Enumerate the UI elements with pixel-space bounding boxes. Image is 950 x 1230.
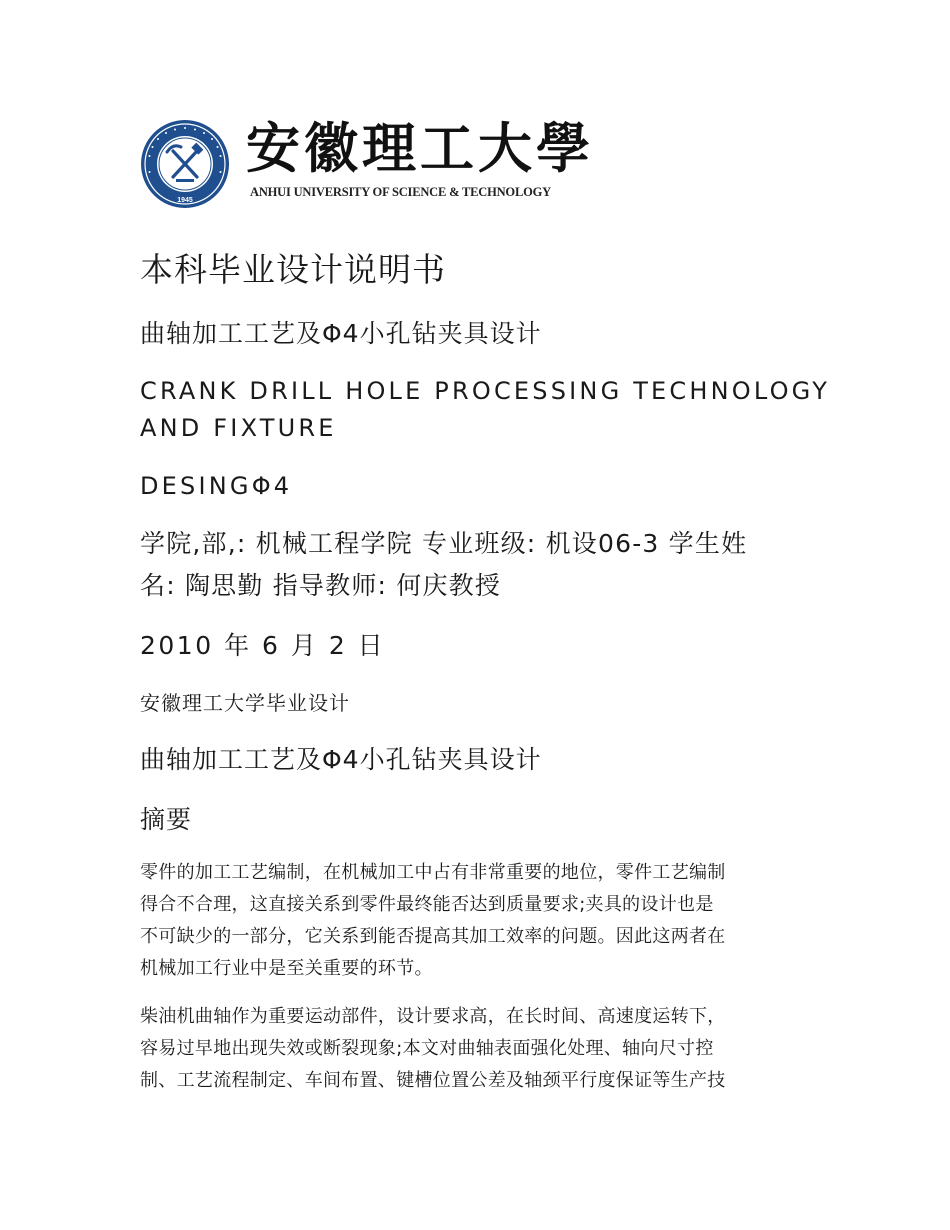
seal-year: 1945 xyxy=(177,197,193,204)
paragraph-line: 零件的加工工艺编制，在机械加工中占有非常重要的地位，零件工艺编制 xyxy=(140,862,726,883)
abstract-paragraph-1 xyxy=(140,857,815,985)
paragraph-line: 容易过早地出现失效或断裂现象;本文对曲轴表面强化处理、轴向尺寸控 xyxy=(140,1038,714,1059)
student-info-line2: 名: 陶思勤 指导教师: 何庆教授 xyxy=(140,571,502,600)
paragraph-line: 得合不合理，这直接关系到零件最终能否达到质量要求;夹具的设计也是 xyxy=(140,894,714,915)
abstract-heading: 摘要 xyxy=(140,805,193,834)
running-header: 安徽理工大学毕业设计 xyxy=(140,691,350,715)
document-title: 本科毕业设计说明书 xyxy=(140,250,446,289)
university-name-cn: 安徽理工大學 xyxy=(246,116,594,180)
paragraph-line: 制、工艺流程制定、车间布置、键槽位置公差及轴颈平行度保证等生产技 xyxy=(140,1070,726,1091)
abstract-paragraph-2 xyxy=(140,1001,815,1097)
university-name-en: ANHUI UNIVERSITY OF SCIENCE & TECHNOLOGY xyxy=(250,185,551,199)
student-info-line1: 学院,部,: 机械工程学院 专业班级: 机设06-3 学生姓 xyxy=(140,529,748,558)
submission-date: 2010 年 6 月 2 日 xyxy=(140,631,386,660)
paragraph-line: 不可缺少的一部分，它关系到能否提高其加工效率的问题。因此这两者在 xyxy=(140,926,726,947)
body-title: 曲轴加工工艺及Φ4小孔钻夹具设计 xyxy=(140,745,542,774)
thesis-title-en-line1: CRANK DRILL HOLE PROCESSING TECHNOLOGY xyxy=(140,377,831,405)
paragraph-line: 柴油机曲轴作为重要运动部件，设计要求高，在长时间、高速度运转下， xyxy=(140,1006,726,1027)
university-logo xyxy=(140,116,600,212)
paragraph-line: 机械加工行业中是至关重要的环节。 xyxy=(140,958,433,979)
thesis-title-en-line2: AND FIXTURE xyxy=(140,414,337,442)
university-wordmark xyxy=(246,116,596,212)
university-seal-icon xyxy=(140,119,230,209)
thesis-title-cn: 曲轴加工工艺及Φ4小孔钻夹具设计 xyxy=(140,319,542,348)
thesis-title-en-line3: DESINGΦ4 xyxy=(140,472,293,500)
